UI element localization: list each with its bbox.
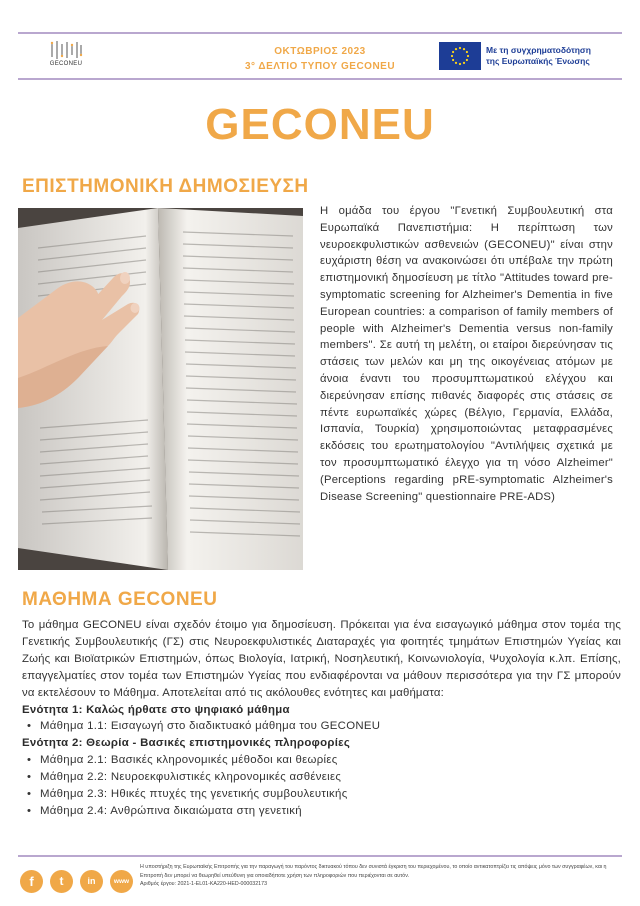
publication-text: Η ομάδα του έργου "Γενετική Συμβουλευτική στα Ευρωπαϊκά Πανεπιστήμια: Η περίπτωση των νευροεκφυλιστικών ασθενειών (GECONEU)" είναι στην ευχάριστη θέση να ανακοινώσει ότι υπέβαλε την πρώτη επιστημονική δημοσίευση με τίτλο "Attitudes toward pre-symptomatic screening for Alzheimer's Dementia in five European countries: a comparison of family members of people with Alzheimer's Dementia versus non-family members". Σε αυτή τη μελέτη, οι εταίροι διερεύνησαν τις στάσεις των μελών και μη της οικογένειας ατόμων με άνοια έναντι του προσυμπτωματικού ελέγχου και διερεύνησαν επίσης πιθανές διαφορές στις στάσεις σε πέντε ευρωπαϊκές χώρες (Βέλγιο, Γερμανία, Ελλάδα, Ισπανία, Τουρκία) χρησιμοποιώντας μεταφρασμένες εκδόσεις του ερωτηματολογίου "Αντιλήψεις σχετικά με τον προσυμπτωματικό έλεγχο για τη νόσο Alzheimer" (Perceptions regarding pRE-symptomatic Alzheimer's Disease Screening" questionnaire PRE-ADS) — [320, 205, 613, 503]
unit-1-title: Ενότητα 1: Καλώς ήρθατε στο ψηφιακό μάθημα — [22, 703, 290, 716]
lesson-item: • Μάθημα 2.3: Ηθικές πτυχές της γενετικής συμβουλευτικής — [22, 786, 621, 803]
eu-flag-icon — [439, 42, 481, 70]
linkedin-icon[interactable]: in — [80, 870, 103, 893]
eu-funding-text — [486, 45, 591, 67]
issue-date: ΟΚΤΩΒΡΙΟΣ 2023 — [274, 46, 366, 57]
eu-funding-badge — [439, 42, 591, 70]
header-divider — [18, 78, 622, 80]
lesson-item: • Μάθημα 2.2: Νευροεκφυλιστικές κληρονομικές ασθένειες — [22, 769, 621, 786]
page-title: GECONEU — [205, 100, 435, 149]
eu-line-1: Με τη συγχρηματοδότηση — [486, 45, 591, 55]
issue-number: 3° ΔΕΛΤΙΟ ΤΥΠΟΥ GECONEU — [244, 61, 396, 72]
top-divider — [18, 32, 622, 34]
facebook-icon[interactable]: f — [20, 870, 43, 893]
footer-disclaimer — [140, 863, 610, 889]
lesson-item: • Μάθημα 2.1: Βασικές κληρονομικές μέθοδοι και θεωρίες — [22, 752, 621, 769]
project-number: Αριθμός έργου: 2021-1-EL01-KA220-HED-000032173 — [140, 881, 268, 888]
geconeu-logo — [42, 40, 90, 74]
dna-logo-icon — [48, 40, 84, 60]
publication-heading: ΕΠΙΣΤΗΜΟΝΙΚΗ ΔΗΜΟΣΙΕΥΣΗ — [22, 176, 309, 197]
footer-divider — [18, 855, 622, 857]
website-icon[interactable]: www — [110, 870, 133, 893]
course-intro: Το μάθημα GECONEU είναι σχεδόν έτοιμο για δημοσίευση. Πρόκειται για ένα εισαγωγικό μάθημα στον τομέα της Γενετικής Συμβουλευτικής (ΓΣ) στις Νευροεκφυλιστικές Διαταραχές για φοιτητές τμημάτων Επιστημών Υγείας και Ζωής και Βιοϊατρικών Επιστημών, όπως Βιολογία, Ιατρική, Νοσηλευτική, Κοινωνιολογία, Ψυχολογία κ.λπ. Επίσης, επαγγελματίες στον τομέα των Επιστημών Υγείας που ενδιαφέρονται να μάθουν περισσότερα για την ΓΣ μπορούν να εκτελέσουν το Μάθημα. Αποτελείται από τις ακόλουθες ενότητες και μαθήματα: — [22, 619, 621, 699]
eu-line-2: της Ευρωπαϊκής Ένωσης — [486, 56, 590, 66]
unit-2-title: Ενότητα 2: Θεωρία - Βασικές επιστημονικές πληροφορίες — [22, 737, 351, 750]
course-heading: ΜΑΘΗΜΑ GECONEU — [22, 589, 218, 610]
header-issue-info — [220, 44, 420, 74]
twitter-icon[interactable]: t — [50, 870, 73, 893]
lesson-item: • Μάθημα 1.1: Εισαγωγή στο διαδικτυακό μάθημα του GECONEU — [22, 718, 621, 735]
lesson-item: • Μάθημα 2.4: Ανθρώπινα δικαιώματα στη γενετική — [22, 803, 621, 820]
disclaimer-text: Η υποστήριξη της Ευρωπαϊκής Επιτροπής για την παραγωγή του παρόντος δικτυακού τόπου δεν συνιστά έγκριση του περιεχομένου, το οποίο αντικατοπτρίζει τις απόψεις μόνο των συγγραφέων, και η Επιτροπή δεν μπορεί να θεωρηθεί υπεύθυνη για οποιαδήποτε χρήση των πληροφοριών που περιέχονται σε αυτόν. — [140, 864, 607, 879]
course-section — [22, 617, 621, 820]
logo-text: GECONEU — [49, 61, 83, 67]
open-book-photo — [18, 208, 303, 570]
